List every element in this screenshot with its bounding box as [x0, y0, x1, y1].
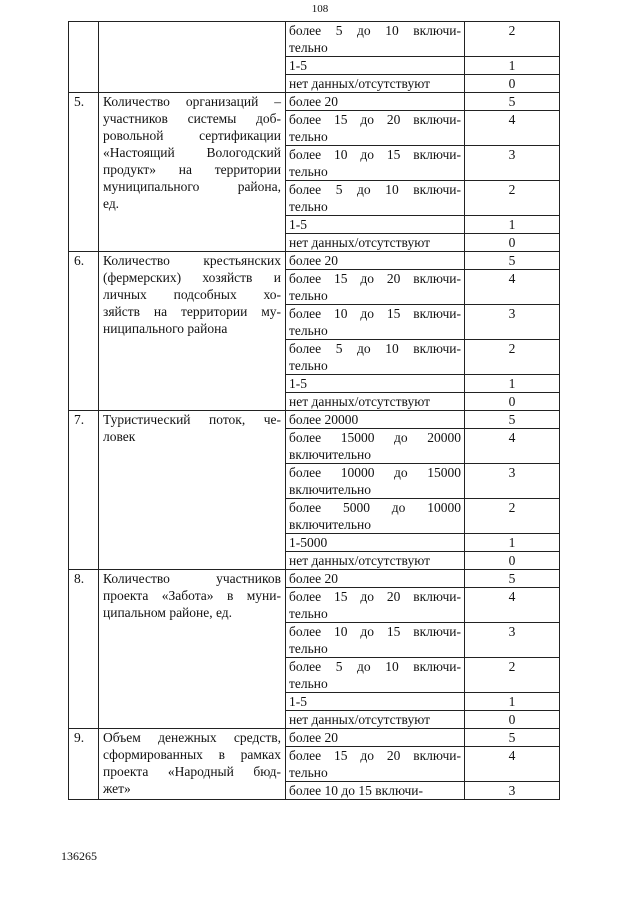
indicator-line: сформированных в рамках: [103, 747, 281, 762]
table-row: [69, 252, 560, 270]
indicator-line: Количество участников: [103, 571, 281, 586]
range-cell: [286, 270, 465, 305]
range-cell: [286, 729, 465, 747]
range-line: более 15 до 20 включи-: [289, 748, 461, 763]
range-line: тельно: [289, 288, 328, 303]
score-cell: 4: [465, 588, 560, 623]
score-cell: 4: [465, 747, 560, 782]
range-cell: [286, 93, 465, 111]
indicator-line: Количество организаций –: [103, 94, 281, 109]
score-cell: 2: [465, 181, 560, 216]
range-cell: [286, 623, 465, 658]
score-cell: 0: [465, 393, 560, 411]
indicator-cell: [99, 729, 286, 800]
range-cell: [286, 782, 465, 800]
score-cell: 0: [465, 234, 560, 252]
range-line: более 10 до 15 включи-: [289, 147, 461, 162]
range-line: более 10000 до 15000: [289, 465, 461, 480]
range-cell: [286, 693, 465, 711]
row-number: 8.: [69, 570, 99, 729]
table-row: [69, 729, 560, 747]
indicator-cell: [99, 570, 286, 729]
range-cell: [286, 570, 465, 588]
score-cell: 5: [465, 570, 560, 588]
row-number: 6.: [69, 252, 99, 411]
indicator-cell: [99, 22, 286, 93]
score-cell: 1: [465, 375, 560, 393]
range-cell: [286, 375, 465, 393]
range-line: более 5000 до 10000: [289, 500, 461, 515]
range-cell: [286, 75, 465, 93]
range-line: 1-5: [289, 217, 307, 232]
range-line: более 10 до 15 включи-: [289, 624, 461, 639]
range-line: нет данных/отсутствуют: [289, 394, 430, 409]
row-number: 5.: [69, 93, 99, 252]
range-line: тельно: [289, 641, 328, 656]
range-line: тельно: [289, 40, 328, 55]
score-cell: 0: [465, 711, 560, 729]
score-cell: 2: [465, 658, 560, 693]
score-cell: 5: [465, 729, 560, 747]
score-cell: 3: [465, 146, 560, 181]
score-cell: 3: [465, 623, 560, 658]
indicator-line: (фермерских) хозяйств и: [103, 270, 281, 285]
score-cell: 1: [465, 57, 560, 75]
indicator-line: личных подсобных хо-: [103, 287, 281, 302]
score-cell: 2: [465, 22, 560, 57]
range-cell: [286, 393, 465, 411]
score-cell: 0: [465, 75, 560, 93]
score-cell: 3: [465, 305, 560, 340]
range-cell: [286, 499, 465, 534]
indicator-line: проекта «Народный бюд-: [103, 764, 281, 779]
score-cell: 2: [465, 499, 560, 534]
range-line: нет данных/отсутствуют: [289, 553, 430, 568]
range-line: нет данных/отсутствуют: [289, 76, 430, 91]
range-line: тельно: [289, 323, 328, 338]
indicator-line: продукт» на территории: [103, 162, 281, 177]
range-cell: [286, 216, 465, 234]
range-line: более 20: [289, 730, 339, 745]
range-line: более 5 до 10 включи-: [289, 23, 461, 38]
indicator-line: ед.: [103, 196, 120, 211]
range-cell: [286, 340, 465, 375]
range-line: включительно: [289, 517, 372, 532]
range-line: более 20: [289, 571, 339, 586]
table-row: [69, 411, 560, 429]
range-line: более 20: [289, 94, 339, 109]
indicator-cell: [99, 252, 286, 411]
range-cell: [286, 411, 465, 429]
range-cell: [286, 429, 465, 464]
range-line: тельно: [289, 164, 328, 179]
range-line: включительно: [289, 447, 372, 462]
table-row: [69, 570, 560, 588]
indicator-cell: [99, 93, 286, 252]
range-cell: [286, 747, 465, 782]
indicator-line: ловек: [103, 429, 136, 444]
score-cell: 1: [465, 534, 560, 552]
score-cell: 5: [465, 93, 560, 111]
range-cell: [286, 711, 465, 729]
row-number: [69, 22, 99, 93]
score-cell: 3: [465, 464, 560, 499]
score-cell: 2: [465, 340, 560, 375]
range-line: тельно: [289, 606, 328, 621]
range-cell: [286, 252, 465, 270]
score-cell: 4: [465, 111, 560, 146]
range-line: нет данных/отсутствуют: [289, 712, 430, 727]
range-line: 1-5: [289, 376, 307, 391]
range-line: тельно: [289, 129, 328, 144]
range-line: более 15000 до 20000: [289, 430, 461, 445]
row-number: 7.: [69, 411, 99, 570]
indicator-line: Количество крестьянских: [103, 253, 281, 268]
range-cell: [286, 234, 465, 252]
range-line: более 10 до 15 включи-: [289, 306, 461, 321]
range-line: нет данных/отсутствуют: [289, 235, 430, 250]
range-cell: [286, 588, 465, 623]
range-cell: [286, 552, 465, 570]
score-cell: 1: [465, 693, 560, 711]
table-row: [69, 22, 560, 57]
score-cell: 5: [465, 411, 560, 429]
range-line: тельно: [289, 676, 328, 691]
range-cell: [286, 534, 465, 552]
indicator-line: Туристический поток, че-: [103, 412, 281, 427]
page-number: 108: [311, 3, 329, 15]
range-line: более 5 до 10 включи-: [289, 341, 461, 356]
range-cell: [286, 464, 465, 499]
score-cell: 4: [465, 429, 560, 464]
range-cell: [286, 146, 465, 181]
range-line: 1-5000: [289, 535, 328, 550]
range-cell: [286, 181, 465, 216]
score-cell: 0: [465, 552, 560, 570]
range-line: более 5 до 10 включи-: [289, 182, 461, 197]
indicator-line: участников системы доб-: [103, 111, 281, 126]
range-line: более 20000: [289, 412, 359, 427]
indicator-line: ниципального района: [103, 321, 228, 336]
range-line: более 15 до 20 включи-: [289, 112, 461, 127]
range-line: более 20: [289, 253, 339, 268]
indicator-line: муниципального района,: [103, 179, 281, 194]
indicator-line: «Настоящий Вологодский: [103, 145, 281, 160]
table-row: [69, 93, 560, 111]
indicator-cell: [99, 411, 286, 570]
range-line: 1-5: [289, 694, 307, 709]
range-cell: [286, 658, 465, 693]
document-code: 136265: [61, 849, 97, 863]
indicator-line: Объем денежных средств,: [103, 730, 281, 745]
indicator-line: жет»: [103, 781, 131, 796]
range-line: более 15 до 20 включи-: [289, 271, 461, 286]
score-cell: 4: [465, 270, 560, 305]
range-line: более 5 до 10 включи-: [289, 659, 461, 674]
range-line: более 10 до 15 включи-: [289, 783, 424, 798]
score-cell: 5: [465, 252, 560, 270]
range-line: более 15 до 20 включи-: [289, 589, 461, 604]
row-number: 9.: [69, 729, 99, 800]
criteria-table: [68, 21, 560, 800]
score-cell: 3: [465, 782, 560, 800]
range-cell: [286, 305, 465, 340]
range-cell: [286, 111, 465, 146]
range-line: тельно: [289, 199, 328, 214]
range-line: тельно: [289, 765, 328, 780]
score-cell: 1: [465, 216, 560, 234]
range-line: включительно: [289, 482, 372, 497]
range-cell: [286, 57, 465, 75]
range-line: 1-5: [289, 58, 307, 73]
indicator-line: ципальном районе, ед.: [103, 605, 233, 620]
indicator-line: ровольной сертификации: [103, 128, 281, 143]
range-cell: [286, 22, 465, 57]
indicator-line: проекта «Забота» в муни-: [103, 588, 281, 603]
range-line: тельно: [289, 358, 328, 373]
indicator-line: зяйств на территории му-: [103, 304, 281, 319]
